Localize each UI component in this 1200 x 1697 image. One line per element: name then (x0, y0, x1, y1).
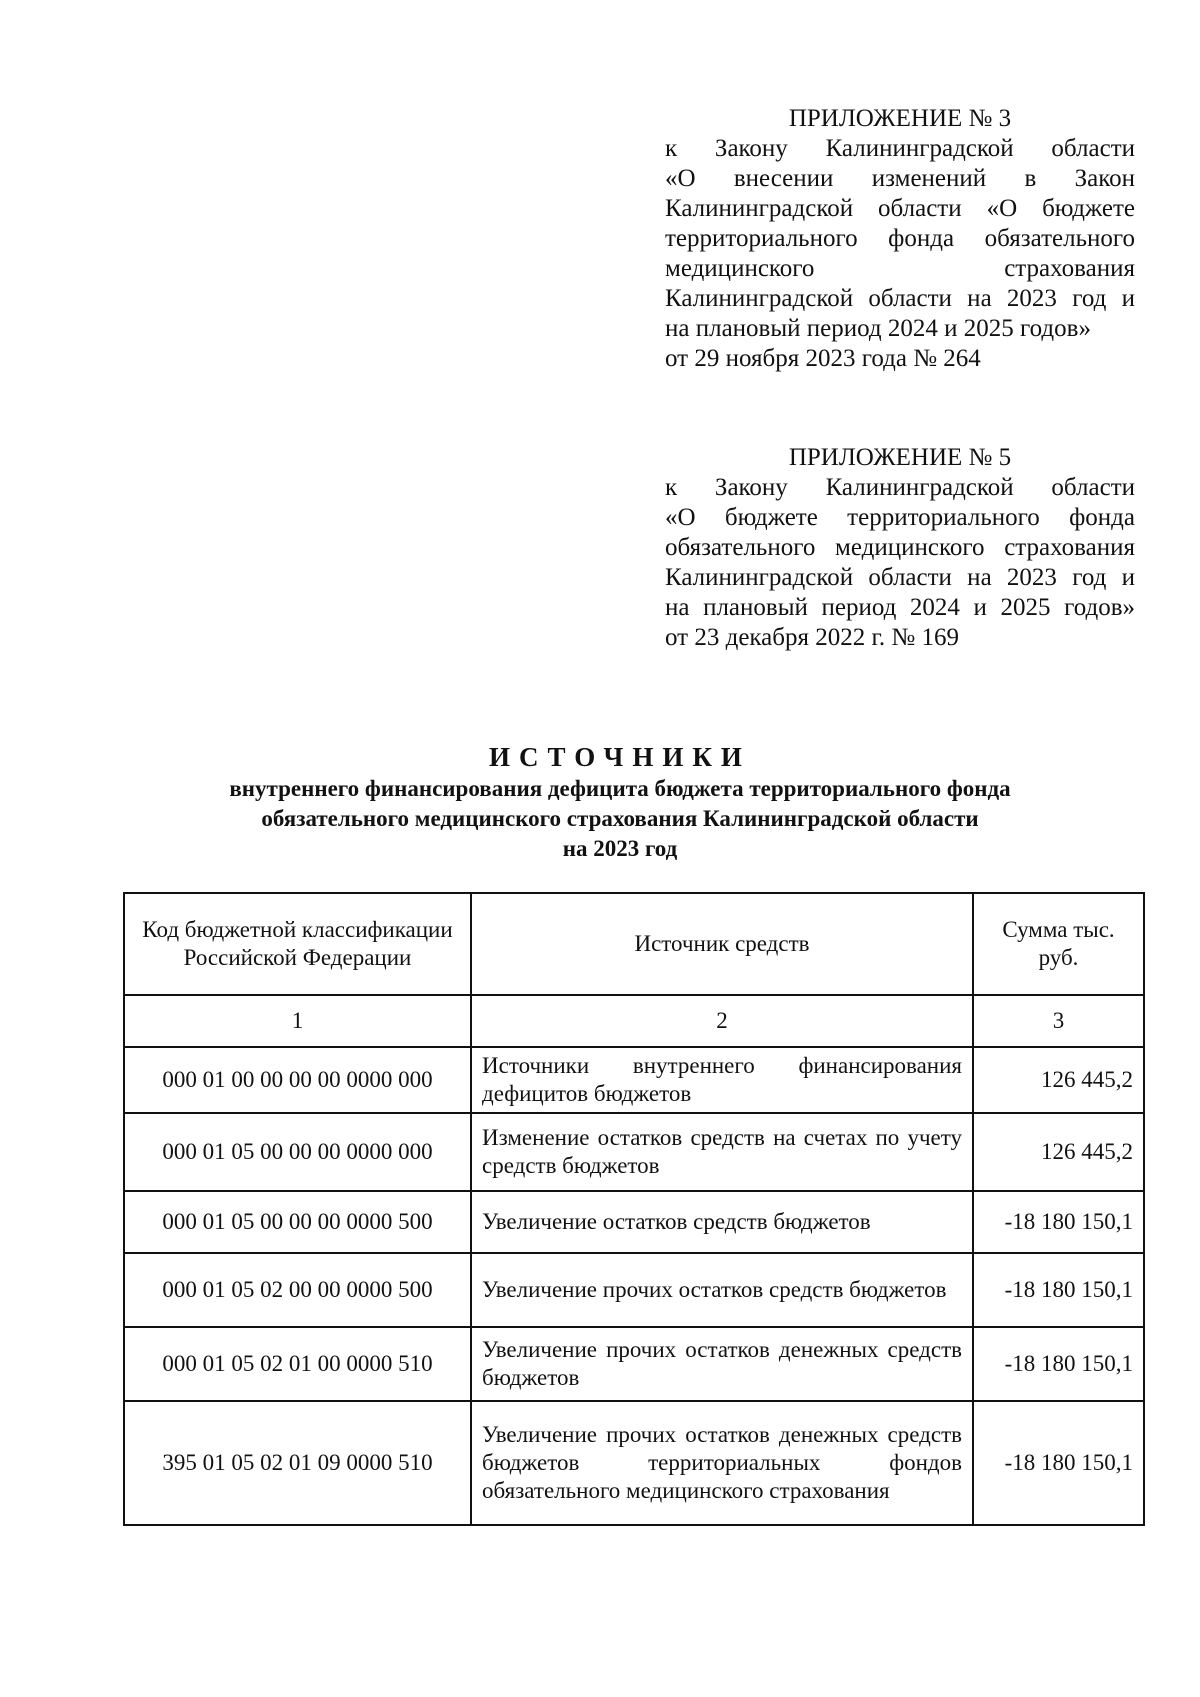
row-source: Увеличение прочих остатков средств бюджетов (471, 1253, 973, 1327)
row-source: Источники внутреннего финансирования дефицитов бюджетов (471, 1047, 973, 1113)
appendix-3-line: территориального фонда обязательного (665, 225, 1135, 252)
appendix-5-text (665, 473, 1135, 653)
document-heading (120, 740, 1120, 864)
appendix-5-line: от 23 декабря 2022 г. № 169 (665, 624, 960, 651)
appendix-5-line: Калининградской области на 2023 год и (665, 564, 1135, 591)
appendix-3-line: от 29 ноября 2023 года № 264 (665, 345, 981, 372)
row-amount: 126 445,2 (973, 1047, 1144, 1113)
table-header-row (124, 893, 1144, 995)
row-amount: -18 180 150,1 (973, 1327, 1144, 1401)
row-amount: 126 445,2 (973, 1113, 1144, 1191)
appendix-3-line: к Закону Калининградской области (665, 135, 1135, 162)
appendix-3-line: «О внесении изменений в Закон (665, 165, 1135, 192)
heading-line-2: обязательного медицинского страхования Калининградской области (261, 806, 979, 831)
heading-line-1: внутреннего финансирования дефицита бюджета территориального фонда (229, 776, 1011, 801)
appendix-3-title: ПРИЛОЖЕНИЕ № 3 (788, 105, 1012, 132)
table-row (124, 1401, 1144, 1525)
appendix-3-line: Калининградской области «О бюджете (665, 195, 1135, 222)
appendix-5-title: ПРИЛОЖЕНИЕ № 5 (788, 444, 1012, 471)
appendix-3-line: на плановый период 2024 и 2025 годов» (665, 315, 1091, 342)
appendix-3-text (665, 134, 1135, 374)
appendix-5-line: на плановый период 2024 и 2025 годов» (665, 594, 1135, 621)
row-code: 000 01 05 00 00 00 0000 000 (124, 1113, 471, 1191)
sources-table-wrap (123, 892, 1143, 1526)
row-code: 000 01 05 02 01 00 0000 510 (124, 1327, 471, 1401)
appendix-5-line: к Закону Калининградской области (665, 474, 1135, 501)
row-code: 000 01 05 00 00 00 0000 500 (124, 1191, 471, 1253)
table-row (124, 1191, 1144, 1253)
sources-table (123, 892, 1145, 1526)
appendix-3-line: медицинского страхования (665, 255, 1135, 282)
table-row (124, 1047, 1144, 1113)
row-amount: -18 180 150,1 (973, 1191, 1144, 1253)
heading-line-3: на 2023 год (562, 836, 678, 861)
column-number: 2 (471, 995, 973, 1047)
header-amount: Сумма тыс. руб. (973, 893, 1144, 995)
row-source: Увеличение прочих остатков денежных средств бюджетов (471, 1327, 973, 1401)
header-code: Код бюджетной классификации Российской Федерации (124, 893, 471, 995)
table-row (124, 1327, 1144, 1401)
appendix-5-line: обязательного медицинского страхования (665, 534, 1135, 561)
column-number: 1 (124, 995, 471, 1047)
row-amount: -18 180 150,1 (973, 1401, 1144, 1525)
appendix-3-line: Калининградской области на 2023 год и (665, 285, 1135, 312)
heading-main: ИСТОЧНИКИ (489, 742, 751, 772)
header-source: Источник средств (471, 893, 973, 995)
row-source: Увеличение прочих остатков денежных средств бюджетов территориальных фондов обязательного медицинского страхования (471, 1401, 973, 1525)
row-source: Изменение остатков средств на счетах по учету средств бюджетов (471, 1113, 973, 1191)
row-code: 000 01 05 02 00 00 0000 500 (124, 1253, 471, 1327)
appendix-5-line: «О бюджете территориального фонда (665, 504, 1135, 531)
table-row (124, 1253, 1144, 1327)
table-row (124, 1113, 1144, 1191)
row-amount: -18 180 150,1 (973, 1253, 1144, 1327)
row-code: 000 01 00 00 00 00 0000 000 (124, 1047, 471, 1113)
table-column-numbers-row (124, 995, 1144, 1047)
column-number: 3 (973, 995, 1144, 1047)
appendix-3-block (665, 104, 1135, 374)
appendix-5-block (665, 443, 1135, 653)
row-code: 395 01 05 02 01 09 0000 510 (124, 1401, 471, 1525)
row-source: Увеличение остатков средств бюджетов (471, 1191, 973, 1253)
